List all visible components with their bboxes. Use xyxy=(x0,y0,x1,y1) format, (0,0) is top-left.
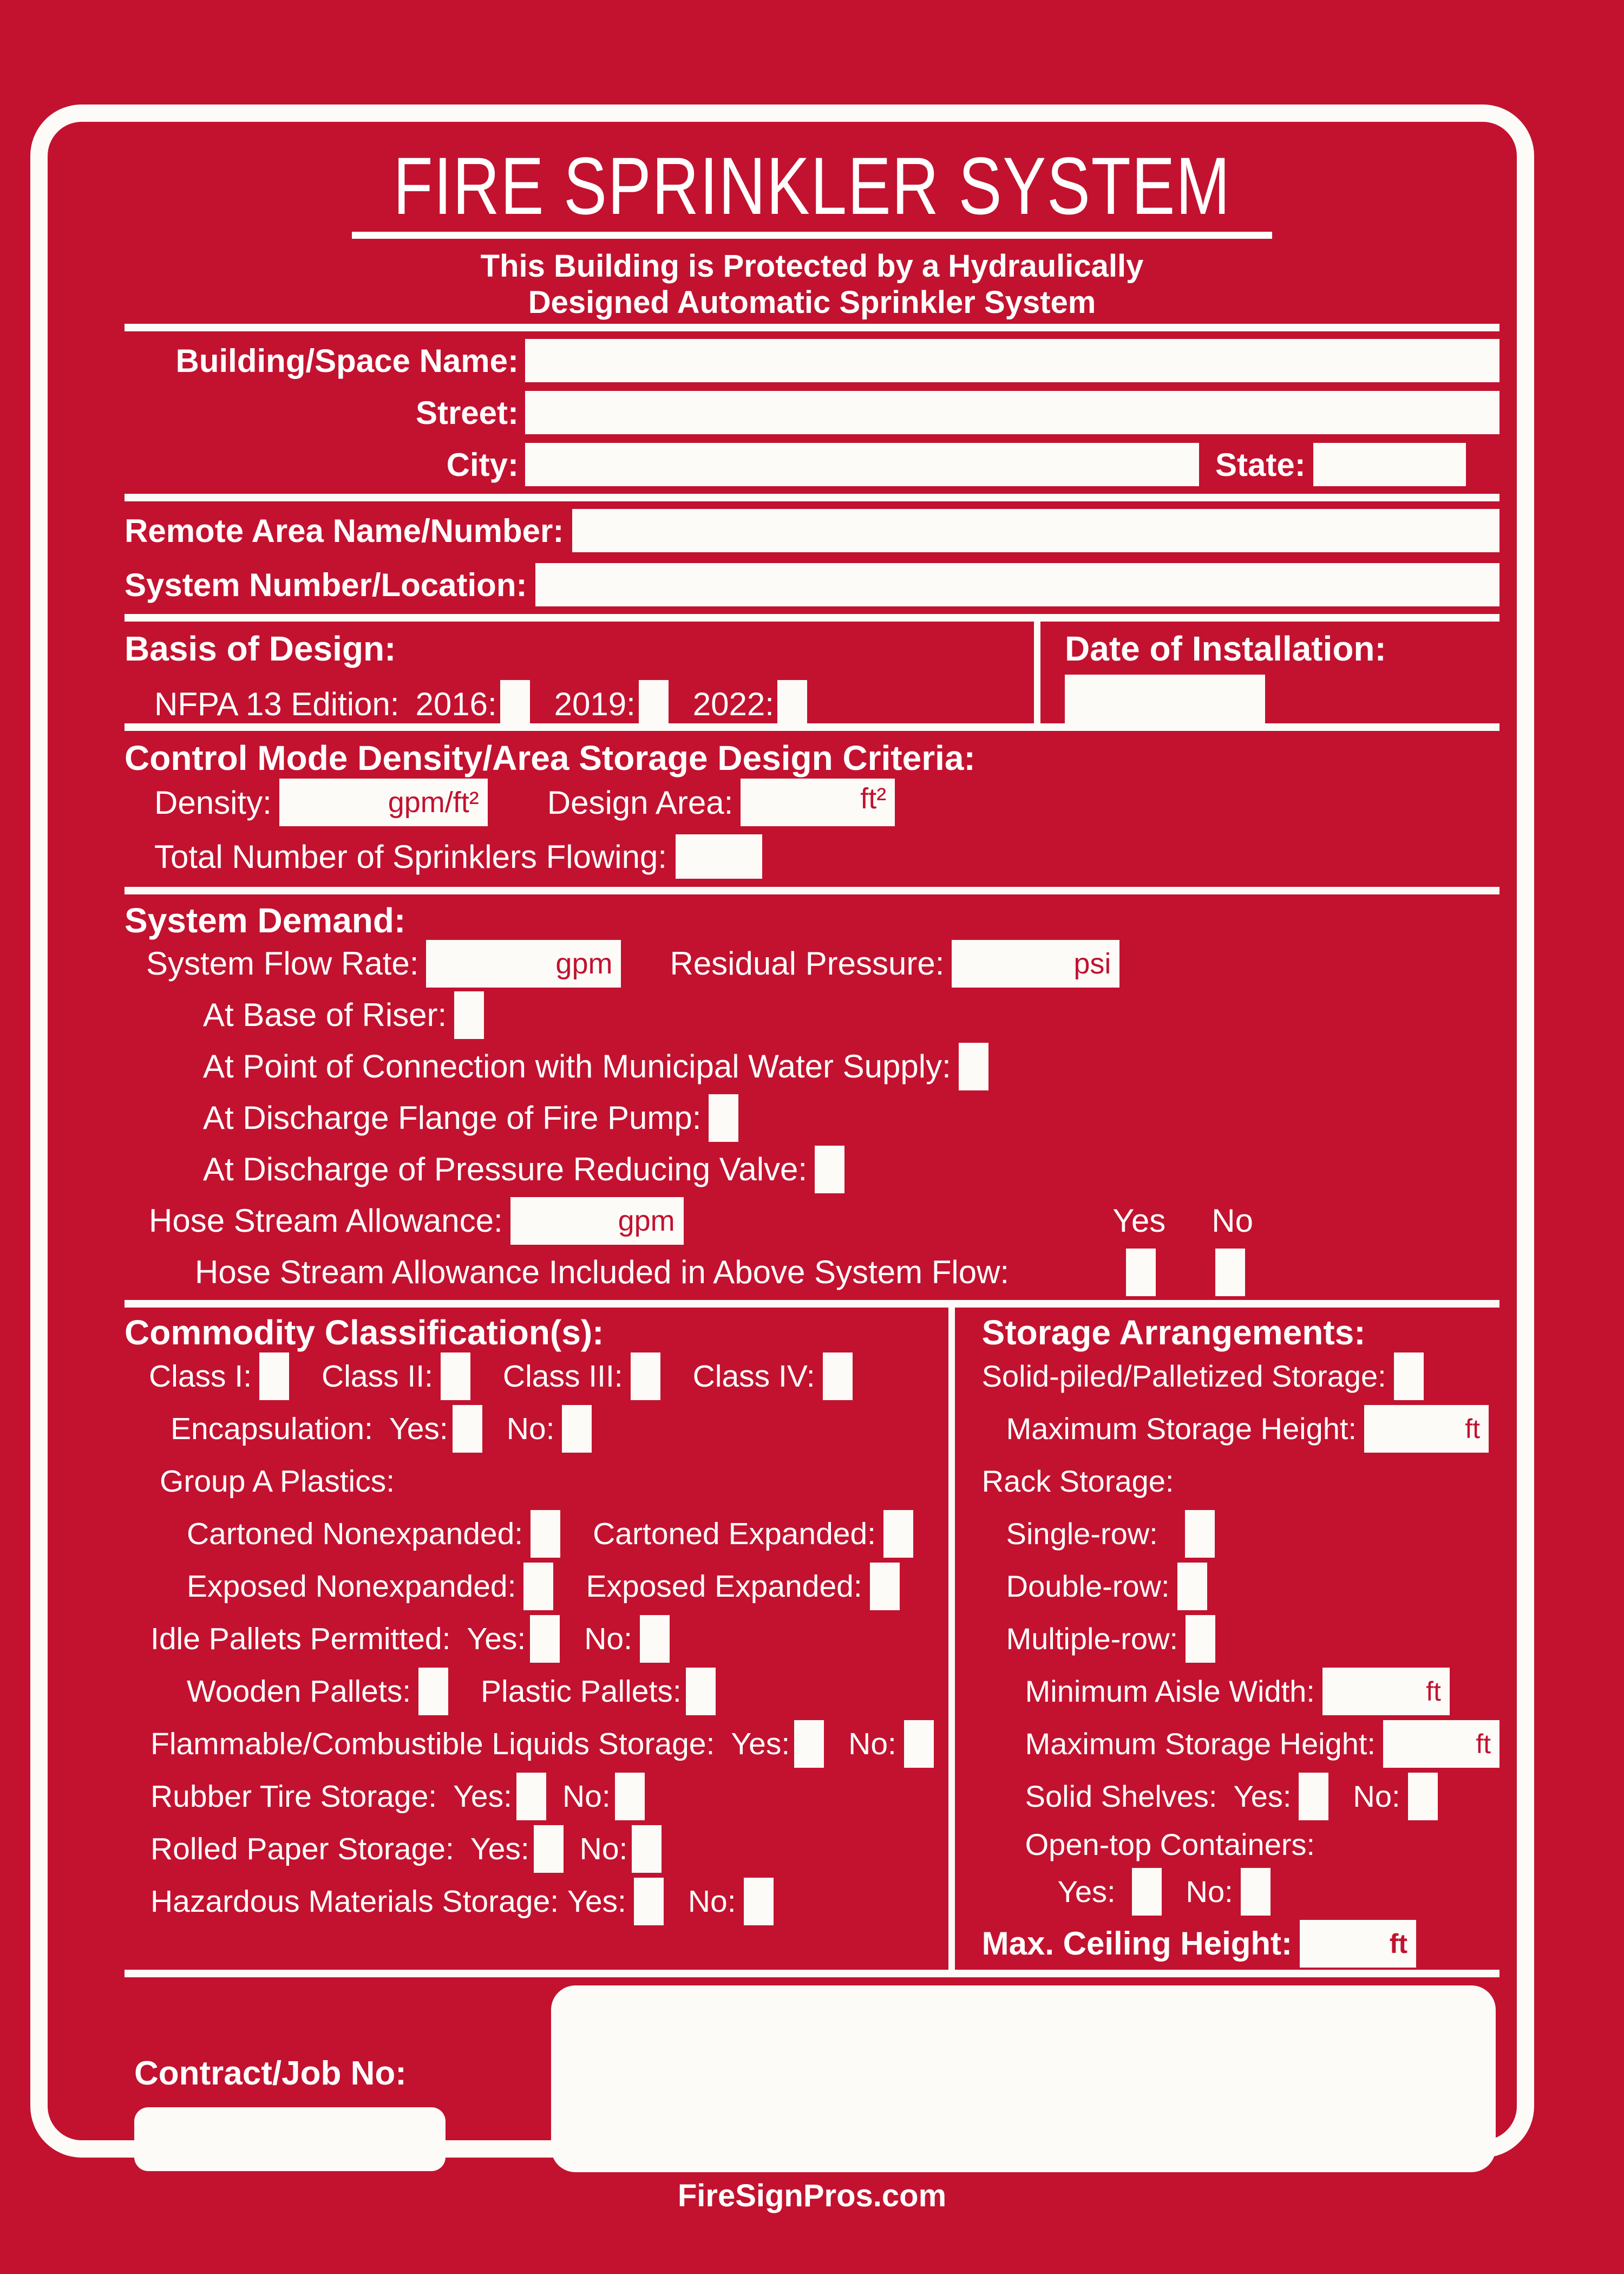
solid-piled-checkbox[interactable] xyxy=(1394,1352,1424,1400)
cartoned-row xyxy=(125,1507,948,1560)
double-row-label: Double-row: xyxy=(1006,1569,1170,1603)
state-label: State: xyxy=(1215,446,1306,483)
city-label: City: xyxy=(446,446,519,483)
plastic-pallets-checkbox[interactable] xyxy=(686,1668,716,1715)
flammable-label: Flammable/Combustible Liquids Storage: xyxy=(150,1726,715,1761)
wooden-pallets-label: Wooden Pallets: xyxy=(187,1674,411,1709)
vertical-divider xyxy=(948,1308,955,1970)
rolled-paper-yes-label: Yes: xyxy=(470,1831,529,1866)
design-area-unit-label: ft² xyxy=(860,782,887,815)
solid-piled-row xyxy=(982,1350,1499,1402)
building-name-field[interactable] xyxy=(525,339,1499,382)
flammable-yes-checkbox[interactable] xyxy=(794,1720,824,1768)
hazmat-no-label: No: xyxy=(687,1884,736,1919)
flow-rate-field[interactable] xyxy=(426,940,621,988)
cartoned-expanded-checkbox[interactable] xyxy=(883,1510,913,1558)
open-top-no-label: No: xyxy=(1186,1874,1233,1909)
plastic-pallets-label: Plastic Pallets: xyxy=(481,1674,682,1709)
flammable-yes-label: Yes: xyxy=(731,1726,790,1761)
street-label: Street: xyxy=(415,394,519,431)
open-top-yes-checkbox[interactable] xyxy=(1132,1868,1162,1916)
rack-max-height-label: Maximum Storage Height: xyxy=(1025,1727,1376,1761)
max-ceiling-row xyxy=(982,1917,1499,1970)
exposed-nonexpanded-label: Exposed Nonexpanded: xyxy=(187,1569,516,1604)
title-underline xyxy=(352,232,1272,239)
hose-allowance-field[interactable] xyxy=(510,1197,684,1245)
page-title: FIRE SPRINKLER SYSTEM xyxy=(393,140,1231,231)
encapsulation-row xyxy=(125,1402,948,1455)
flow-rate-row xyxy=(125,938,1499,989)
idle-pallets-yes-label: Yes: xyxy=(467,1621,526,1656)
density-unit-label: gpm/ft² xyxy=(388,786,479,819)
contract-job-field[interactable] xyxy=(134,2107,446,2171)
remote-area-field[interactable] xyxy=(572,509,1499,552)
reducing-valve-checkbox[interactable] xyxy=(815,1146,844,1193)
class-4-checkbox[interactable] xyxy=(823,1352,853,1400)
edition-2022-label: 2022: xyxy=(692,685,774,722)
rolled-paper-row xyxy=(125,1822,948,1875)
class-2-checkbox[interactable] xyxy=(441,1352,470,1400)
system-number-label: System Number/Location: xyxy=(125,566,527,603)
hazmat-yes-checkbox[interactable] xyxy=(634,1878,664,1925)
flammable-no-label: No: xyxy=(848,1726,896,1761)
rolled-paper-no-label: No: xyxy=(579,1831,628,1866)
nfpa-edition-row xyxy=(125,680,1034,728)
hazmat-row xyxy=(125,1875,948,1927)
cartoned-nonexpanded-label: Cartoned Nonexpanded: xyxy=(187,1516,523,1551)
installation-date-column xyxy=(1040,622,1499,723)
encapsulation-yes-checkbox[interactable] xyxy=(453,1405,482,1453)
solid-shelves-row xyxy=(982,1770,1499,1822)
rack-max-height-unit-label: ft xyxy=(1476,1728,1491,1759)
contract-job-label: Contract/Job No: xyxy=(134,2055,407,2092)
density-field[interactable] xyxy=(279,779,488,826)
rack-max-height-field[interactable] xyxy=(1383,1720,1499,1768)
hazmat-label: Hazardous Materials Storage: xyxy=(150,1884,559,1919)
rack-storage-label: Rack Storage: xyxy=(981,1464,1174,1498)
edition-2016-checkbox[interactable] xyxy=(500,680,530,728)
aisle-width-field[interactable] xyxy=(1322,1668,1450,1715)
edition-2016-label: 2016: xyxy=(415,685,497,722)
subtitle-line-2: Designed Automatic Sprinkler System xyxy=(528,284,1096,320)
street-row xyxy=(125,387,1499,439)
cartoned-expanded-label: Cartoned Expanded: xyxy=(593,1516,876,1551)
single-row-label: Single-row: xyxy=(1006,1517,1158,1551)
installation-date-heading: Date of Installation: xyxy=(1065,629,1386,668)
double-row-checkbox[interactable] xyxy=(1177,1563,1207,1610)
residual-pressure-label: Residual Pressure: xyxy=(670,945,945,982)
double-row-row xyxy=(982,1560,1499,1612)
hose-included-checkboxes xyxy=(1118,1249,1245,1296)
basis-of-design-section xyxy=(125,622,1499,723)
municipal-supply-row xyxy=(125,1041,1499,1092)
aisle-width-row xyxy=(982,1665,1499,1717)
multiple-row-row xyxy=(982,1612,1499,1665)
header-section xyxy=(125,140,1499,324)
multiple-row-checkbox[interactable] xyxy=(1186,1615,1215,1663)
encapsulation-no-label: No: xyxy=(506,1411,555,1446)
system-demand-section xyxy=(125,894,1499,1300)
rubber-tire-label: Rubber Tire Storage: xyxy=(150,1779,437,1814)
remote-area-label: Remote Area Name/Number: xyxy=(125,512,564,549)
divider xyxy=(125,1300,1499,1308)
commodity-heading: Commodity Classification(s): xyxy=(125,1313,604,1352)
fire-pump-row xyxy=(125,1092,1499,1143)
exposed-expanded-checkbox[interactable] xyxy=(870,1563,900,1610)
encapsulation-label: Encapsulation: xyxy=(171,1411,373,1446)
encapsulation-yes-label: Yes: xyxy=(389,1411,448,1446)
aisle-width-label: Minimum Aisle Width: xyxy=(1025,1674,1315,1708)
vertical-divider xyxy=(1034,622,1040,723)
criteria-heading: Control Mode Density/Area Storage Design Criteria: xyxy=(125,739,975,777)
base-of-riser-row xyxy=(125,989,1499,1041)
design-area-field[interactable] xyxy=(741,779,895,826)
max-storage-height-field[interactable] xyxy=(1364,1405,1489,1453)
notes-field[interactable] xyxy=(551,1985,1496,2172)
density-label: Density: xyxy=(154,784,272,821)
hazmat-no-checkbox[interactable] xyxy=(744,1878,774,1925)
max-ceiling-unit-label: ft xyxy=(1389,1928,1407,1959)
divider xyxy=(125,324,1499,331)
system-number-row xyxy=(125,558,1499,612)
idle-pallets-row xyxy=(125,1612,948,1665)
divider xyxy=(125,887,1499,894)
building-name-row xyxy=(125,335,1499,387)
residual-pressure-field[interactable] xyxy=(952,940,1119,988)
class-row xyxy=(125,1350,948,1402)
basis-left-column xyxy=(125,622,1034,723)
rubber-tire-no-checkbox[interactable] xyxy=(615,1773,645,1820)
open-top-no-checkbox[interactable] xyxy=(1241,1868,1271,1916)
idle-pallets-no-label: No: xyxy=(584,1621,632,1656)
class-2-label: Class II: xyxy=(322,1358,433,1394)
exposed-expanded-label: Exposed Expanded: xyxy=(586,1569,862,1604)
reducing-valve-label: At Discharge of Pressure Reducing Valve: xyxy=(203,1151,808,1187)
divider xyxy=(125,1970,1499,1977)
hose-allowance-label: Hose Stream Allowance: xyxy=(149,1203,503,1239)
edition-2019-checkbox[interactable] xyxy=(639,680,669,728)
hose-included-yes-checkbox[interactable] xyxy=(1126,1249,1156,1296)
solid-shelves-no-label: No: xyxy=(1353,1779,1400,1813)
sprinklers-flowing-label: Total Number of Sprinklers Flowing: xyxy=(154,838,667,875)
basis-heading: Basis of Design: xyxy=(125,629,396,668)
edition-2022-checkbox[interactable] xyxy=(777,680,807,728)
flammable-no-checkbox[interactable] xyxy=(904,1720,934,1768)
commodity-column xyxy=(125,1308,948,1970)
rubber-tire-yes-checkbox[interactable] xyxy=(516,1773,546,1820)
design-area-label: Design Area: xyxy=(547,784,734,821)
class-3-label: Class III: xyxy=(502,1358,623,1394)
footer-site-label: FireSignPros.com xyxy=(677,2178,947,2213)
rack-max-height-row xyxy=(982,1717,1499,1770)
open-top-row xyxy=(982,1822,1499,1866)
open-top-yes-label: Yes: xyxy=(1057,1874,1116,1909)
system-demand-heading: System Demand: xyxy=(125,901,406,940)
max-storage-height-unit-label: ft xyxy=(1465,1413,1480,1444)
solid-piled-label: Solid-piled/Palletized Storage: xyxy=(981,1359,1386,1393)
class-4-label: Class IV: xyxy=(692,1358,815,1394)
installation-date-field[interactable] xyxy=(1065,675,1265,723)
rolled-paper-no-checkbox[interactable] xyxy=(632,1825,662,1873)
remote-area-row xyxy=(125,504,1499,558)
cartoned-nonexpanded-checkbox[interactable] xyxy=(531,1510,560,1558)
building-name-label: Building/Space Name: xyxy=(175,342,519,379)
idle-pallets-label: Idle Pallets Permitted: xyxy=(150,1621,451,1656)
group-a-plastics-row xyxy=(125,1455,948,1507)
sprinklers-flowing-field[interactable] xyxy=(676,834,762,879)
pallet-type-row xyxy=(125,1665,948,1717)
aisle-width-unit-label: ft xyxy=(1426,1676,1441,1707)
density-row xyxy=(125,775,1499,829)
identifier-section xyxy=(125,501,1499,614)
open-top-yesno-row xyxy=(982,1866,1499,1917)
single-row-row xyxy=(982,1507,1499,1560)
yes-no-header xyxy=(1112,1202,1253,1239)
hose-allowance-unit-label: gpm xyxy=(618,1204,675,1237)
hose-included-label: Hose Stream Allowance Included in Above System Flow: xyxy=(195,1254,1010,1290)
group-a-plastics-label: Group A Plastics: xyxy=(160,1463,395,1499)
solid-shelves-label: Solid Shelves: xyxy=(1025,1779,1217,1813)
contract-section xyxy=(125,1977,1499,2184)
rolled-paper-yes-checkbox[interactable] xyxy=(534,1825,564,1873)
street-field[interactable] xyxy=(525,391,1499,434)
city-state-row xyxy=(125,439,1499,491)
divider xyxy=(125,494,1499,501)
design-criteria-section xyxy=(125,731,1499,887)
address-section xyxy=(125,331,1499,494)
rack-storage-row xyxy=(982,1455,1499,1507)
storage-heading: Storage Arrangements: xyxy=(981,1313,1366,1352)
classification-storage-section xyxy=(125,1308,1499,1970)
system-number-field[interactable] xyxy=(535,563,1499,606)
edition-2019-label: 2019: xyxy=(554,685,636,722)
flammable-row xyxy=(125,1717,948,1770)
residual-pressure-unit-label: psi xyxy=(1073,947,1111,980)
municipal-supply-label: At Point of Connection with Municipal Water Supply: xyxy=(203,1048,951,1084)
hose-included-row xyxy=(125,1246,1499,1298)
rubber-tire-row xyxy=(125,1770,948,1822)
storage-column xyxy=(955,1308,1499,1970)
base-of-riser-checkbox[interactable] xyxy=(454,991,484,1039)
solid-shelves-yes-label: Yes: xyxy=(1233,1779,1292,1813)
max-ceiling-label: Max. Ceiling Height: xyxy=(981,1925,1292,1962)
state-field[interactable] xyxy=(1313,443,1466,486)
hose-allowance-row xyxy=(125,1195,1499,1246)
fire-pump-label: At Discharge Flange of Fire Pump: xyxy=(203,1100,702,1136)
solid-shelves-yes-checkbox[interactable] xyxy=(1299,1773,1328,1820)
exposed-nonexpanded-checkbox[interactable] xyxy=(523,1563,553,1610)
idle-pallets-yes-checkbox[interactable] xyxy=(530,1615,560,1663)
subtitle-line-1: This Building is Protected by a Hydraulically xyxy=(480,249,1144,284)
idle-pallets-no-checkbox[interactable] xyxy=(640,1615,670,1663)
hose-included-no-checkbox[interactable] xyxy=(1215,1249,1245,1296)
flow-rate-unit-label: gpm xyxy=(555,947,613,980)
municipal-supply-checkbox[interactable] xyxy=(959,1043,988,1090)
solid-shelves-no-checkbox[interactable] xyxy=(1408,1773,1438,1820)
divider xyxy=(125,614,1499,622)
class-3-checkbox[interactable] xyxy=(631,1352,660,1400)
sprinklers-flowing-row xyxy=(125,829,1499,884)
class-1-checkbox[interactable] xyxy=(259,1352,289,1400)
base-of-riser-label: At Base of Riser: xyxy=(203,997,447,1033)
multiple-row-label: Multiple-row: xyxy=(1006,1622,1178,1656)
sign-content xyxy=(125,135,1499,2184)
reducing-valve-row xyxy=(125,1143,1499,1195)
single-row-checkbox[interactable] xyxy=(1185,1510,1215,1558)
no-header-label: No xyxy=(1212,1203,1253,1239)
hazmat-yes-label: Yes: xyxy=(567,1884,626,1919)
flow-rate-label: System Flow Rate: xyxy=(146,945,419,982)
yes-header-label: Yes xyxy=(1112,1203,1166,1239)
open-top-label: Open-top Containers: xyxy=(1025,1827,1315,1861)
max-ceiling-field[interactable] xyxy=(1300,1920,1416,1968)
rolled-paper-label: Rolled Paper Storage: xyxy=(150,1831,454,1866)
nfpa-edition-label: NFPA 13 Edition: xyxy=(154,685,400,722)
class-1-label: Class I: xyxy=(149,1358,252,1394)
max-storage-height-label: Maximum Storage Height: xyxy=(1006,1412,1357,1446)
city-field[interactable] xyxy=(525,443,1199,486)
exposed-row xyxy=(125,1560,948,1612)
wooden-pallets-checkbox[interactable] xyxy=(418,1668,448,1715)
max-storage-height-row xyxy=(982,1402,1499,1455)
encapsulation-no-checkbox[interactable] xyxy=(562,1405,592,1453)
rubber-tire-no-label: No: xyxy=(562,1779,611,1814)
rubber-tire-yes-label: Yes: xyxy=(453,1779,512,1814)
fire-pump-checkbox[interactable] xyxy=(709,1094,738,1142)
